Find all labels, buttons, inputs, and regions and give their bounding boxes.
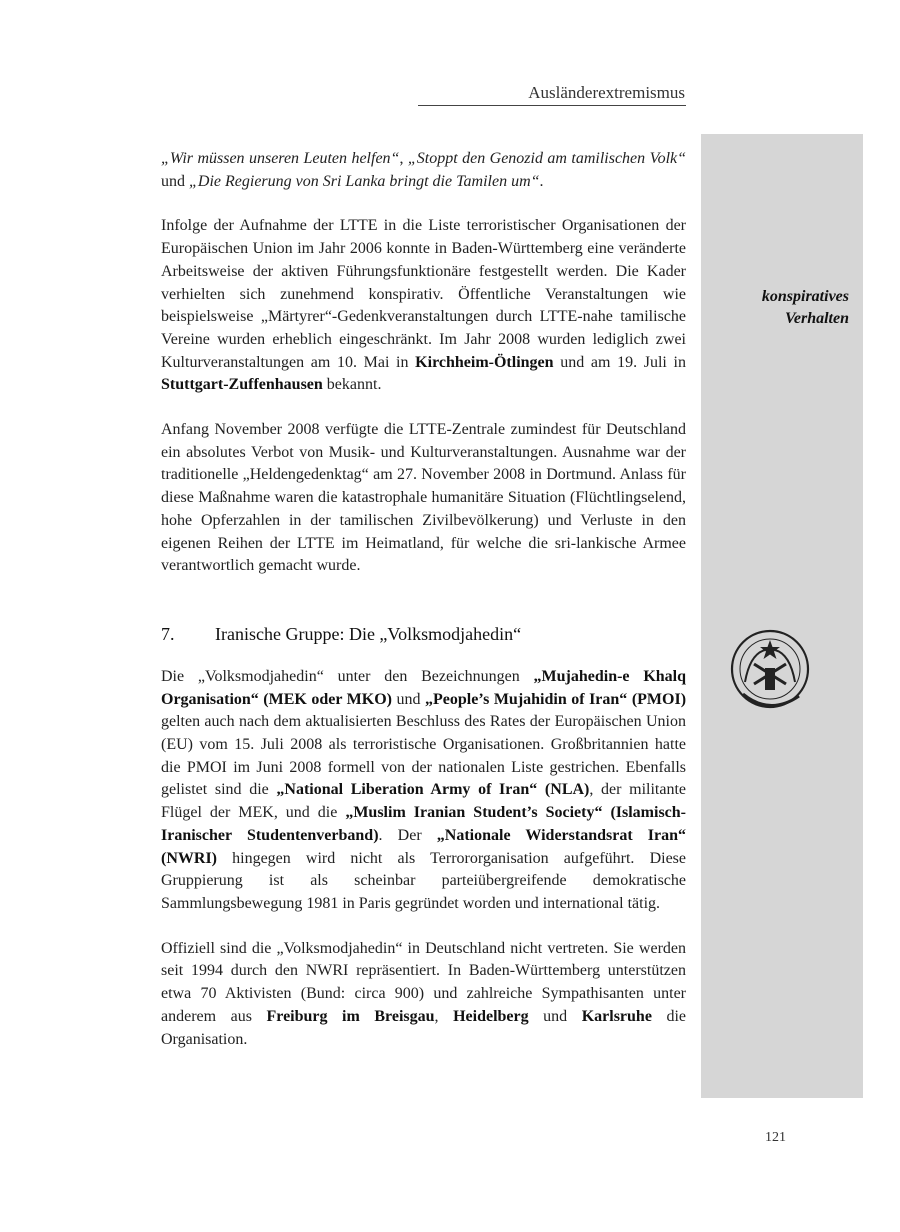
place-karlsruhe: Karlsruhe	[581, 1007, 652, 1025]
paragraph-text: bekannt.	[322, 376, 382, 394]
paragraph-text: Offiziell sind die „Volksmodjahedin“ in Deutschland nicht vertreten. Sie werden seit 1994 durch den NWRI repräsentiert. In Baden-Württemberg unterstützen etwa 70 Aktivisten (Bund: circa 900) und zahlreiche Sympathisanten unter anderem aus	[161, 939, 686, 1025]
margin-note	[701, 286, 849, 330]
quote-separator: ,	[399, 150, 408, 167]
paragraph-text: und am 19. Juli in	[553, 353, 686, 371]
paragraph-ltte-konspirativ	[161, 215, 686, 397]
paragraph-text: gelten auch nach dem aktualisierten Beschluss des Rates der Europäischen Union (EU) vom 15. Juli 2008 als terroristische Organisationen. Großbritannien hatte die PMOI im Juni 2008 formell von der nationalen Liste gestrichen. Ebenfalls gelistet sind die	[161, 713, 686, 799]
paragraph-ltte-verbot: Anfang November 2008 verfügte die LTTE-Zentrale zumindest für Deutschland ein absolutes Verbot von Musik- und Kulturveranstaltungen. Ausnahme war der traditionelle „Heldengedenktag“ am 27. November 2008 in Dortmund. Anlass für diese Maßnahme waren die katastrophale humanitäre Situation (Flüchtlingselend, hohe Opferzahlen in der tamilischen Zivilbevölkerung) und Verluste in den eigenen Reihen der LTTE im Heimatland, für welche die sri-lankische Armee verantwortlich gemacht wurde.	[161, 421, 686, 575]
section-title: Iranische Gruppe: Die „Volksmodjahedin“	[215, 623, 522, 644]
place-stuttgart: Stuttgart-Zuffenhausen	[161, 376, 323, 394]
place-freiburg: Freiburg im Breisgau	[266, 1007, 435, 1025]
org-nwri: „Nationale Widerstandsrat Iran“ (NWRI)	[161, 826, 687, 867]
margin-sidebar	[701, 134, 863, 1098]
quote-1: „Wir müssen unseren Leuten helfen“	[161, 150, 400, 167]
page-number: 121	[765, 1130, 786, 1145]
paragraph-text: Die „Volksmodjahedin“ unter den Bezeichnungen	[161, 667, 534, 685]
org-pmoi: „People’s Mujahidin of Iran“ (PMOI)	[425, 690, 687, 708]
header-rule	[418, 105, 686, 106]
paragraph-text: und	[392, 690, 426, 708]
intro-quote-paragraph	[161, 148, 686, 193]
running-header-title: Ausländerextremismus	[528, 83, 685, 102]
paragraph-text: hingegen wird nicht als Terrororganisation aufgeführt. Diese Gruppierung ist als scheinbar parteiübergreifende demokratische Sammlungsbewegung 1981 in Paris gegründet worden und international tätig.	[161, 849, 686, 912]
margin-note-line-1: konspiratives	[761, 288, 849, 305]
quote-3: „Die Regierung von Sri Lanka bringt die Tamilen um“	[189, 172, 540, 190]
paragraph-text: . Der	[378, 826, 437, 844]
org-misv: „Muslim Iranian Student’s Society“ (Islamisch-Iranischer Studentenverband)	[161, 804, 687, 844]
paragraph-text: ,	[434, 1007, 454, 1025]
section-heading	[161, 622, 686, 646]
quote-end: .	[539, 172, 544, 190]
quote-and: und	[161, 172, 189, 190]
section-number: 7.	[161, 623, 175, 644]
org-mek: „Mujahedin-e Khalq Organisation“ (MEK oder MKO)	[161, 667, 687, 708]
paragraph-deutschland	[161, 938, 686, 1052]
paragraph-volksmodjahedin	[161, 666, 686, 916]
paragraph-text: , der militante Flügel der MEK, und die	[161, 781, 686, 822]
place-kirchheim: Kirchheim-Ötlingen	[415, 353, 554, 371]
org-nla: „National Liberation Army of Iran“ (NLA)	[276, 781, 590, 799]
quote-2: „Stoppt den Genozid am tamilischen Volk“	[407, 150, 687, 167]
place-heidelberg: Heidelberg	[453, 1007, 529, 1025]
paragraph-text: Infolge der Aufnahme der LTTE in die Liste terroristischer Organisationen der Europäischen Union im Jahr 2006 konnte in Baden-Württemberg eine veränderte Arbeitsweise der aktiven Führungsfunktionäre festgestellt werden. Die Kader verhielten sich zunehmend konspirativ. Öffentliche Veranstaltungen wie beispielsweise „Märtyrer“-Gedenkveranstaltungen durch LTTE-nahe tamilische Vereine wurden erheblich eingeschränkt. Im Jahr 2008 wurden lediglich zwei Kulturveranstaltungen am 10. Mai in	[161, 217, 686, 371]
paragraph-text: und	[528, 1007, 582, 1025]
volksmodjahedin-emblem-icon	[725, 624, 815, 714]
margin-note-line-2: Verhalten	[784, 310, 849, 327]
paragraph-text: die Organisation.	[161, 1007, 687, 1048]
main-text	[161, 148, 686, 1073]
